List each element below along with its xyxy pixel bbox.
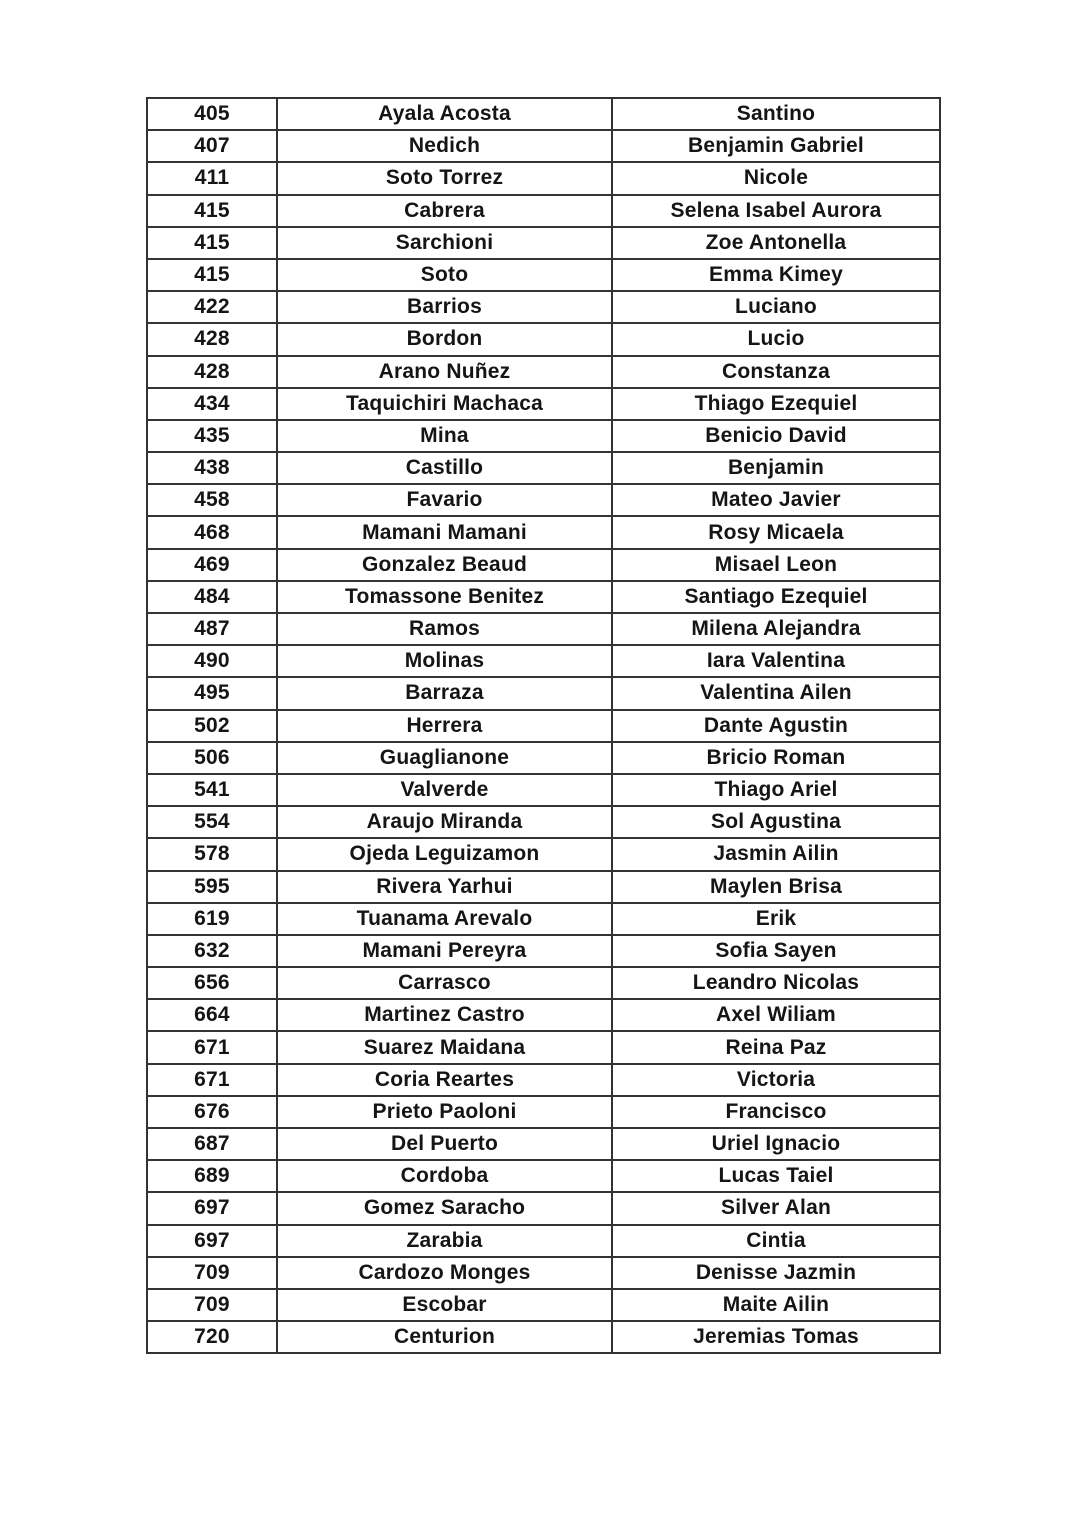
cell-last-name: Del Puerto — [277, 1128, 612, 1160]
cell-number: 697 — [147, 1192, 277, 1224]
cell-number: 595 — [147, 871, 277, 903]
name-list-table — [146, 97, 941, 1354]
cell-number: 664 — [147, 999, 277, 1031]
cell-last-name: Zarabia — [277, 1225, 612, 1257]
cell-number: 411 — [147, 162, 277, 194]
cell-last-name: Soto — [277, 259, 612, 291]
cell-number: 428 — [147, 356, 277, 388]
cell-first-name: Mateo Javier — [612, 484, 940, 516]
cell-last-name: Molinas — [277, 645, 612, 677]
cell-number: 422 — [147, 291, 277, 323]
cell-first-name: Emma Kimey — [612, 259, 940, 291]
cell-number: 490 — [147, 645, 277, 677]
cell-last-name: Guaglianone — [277, 742, 612, 774]
cell-number: 541 — [147, 774, 277, 806]
cell-number: 415 — [147, 259, 277, 291]
table-row — [147, 1289, 940, 1321]
cell-number: 495 — [147, 677, 277, 709]
cell-first-name: Santino — [612, 98, 940, 130]
cell-first-name: Jasmin Ailin — [612, 838, 940, 870]
table-row — [147, 999, 940, 1031]
cell-last-name: Araujo Miranda — [277, 806, 612, 838]
table-row — [147, 1096, 940, 1128]
cell-first-name: Maite Ailin — [612, 1289, 940, 1321]
table-row — [147, 677, 940, 709]
cell-last-name: Carrasco — [277, 967, 612, 999]
cell-number: 405 — [147, 98, 277, 130]
cell-last-name: Ayala Acosta — [277, 98, 612, 130]
cell-first-name: Leandro Nicolas — [612, 967, 940, 999]
cell-number: 469 — [147, 549, 277, 581]
table-row — [147, 1031, 940, 1063]
cell-number: 415 — [147, 227, 277, 259]
cell-number: 709 — [147, 1289, 277, 1321]
cell-first-name: Silver Alan — [612, 1192, 940, 1224]
cell-number: 415 — [147, 195, 277, 227]
cell-last-name: Sarchioni — [277, 227, 612, 259]
table-row — [147, 871, 940, 903]
table-row — [147, 1128, 940, 1160]
cell-number: 407 — [147, 130, 277, 162]
cell-last-name: Mina — [277, 420, 612, 452]
table-row — [147, 323, 940, 355]
cell-first-name: Francisco — [612, 1096, 940, 1128]
cell-first-name: Lucio — [612, 323, 940, 355]
cell-first-name: Santiago Ezequiel — [612, 581, 940, 613]
cell-first-name: Valentina Ailen — [612, 677, 940, 709]
cell-last-name: Mamani Pereyra — [277, 935, 612, 967]
cell-number: 434 — [147, 388, 277, 420]
cell-first-name: Misael Leon — [612, 549, 940, 581]
table-row — [147, 613, 940, 645]
table-row — [147, 774, 940, 806]
cell-first-name: Cintia — [612, 1225, 940, 1257]
cell-number: 671 — [147, 1031, 277, 1063]
cell-number: 484 — [147, 581, 277, 613]
table-row — [147, 1064, 940, 1096]
cell-first-name: Erik — [612, 903, 940, 935]
table-row — [147, 935, 940, 967]
cell-last-name: Arano Nuñez — [277, 356, 612, 388]
cell-number: 676 — [147, 1096, 277, 1128]
cell-last-name: Prieto Paoloni — [277, 1096, 612, 1128]
table-row — [147, 549, 940, 581]
table-row — [147, 130, 940, 162]
table-row — [147, 838, 940, 870]
table-row — [147, 388, 940, 420]
cell-number: 487 — [147, 613, 277, 645]
cell-first-name: Sol Agustina — [612, 806, 940, 838]
table-row — [147, 98, 940, 130]
cell-last-name: Coria Reartes — [277, 1064, 612, 1096]
cell-first-name: Victoria — [612, 1064, 940, 1096]
cell-first-name: Selena Isabel Aurora — [612, 195, 940, 227]
cell-last-name: Cordoba — [277, 1160, 612, 1192]
cell-number: 554 — [147, 806, 277, 838]
cell-last-name: Tuanama Arevalo — [277, 903, 612, 935]
table-row — [147, 162, 940, 194]
cell-number: 578 — [147, 838, 277, 870]
cell-first-name: Lucas Taiel — [612, 1160, 940, 1192]
cell-first-name: Uriel Ignacio — [612, 1128, 940, 1160]
table-row — [147, 420, 940, 452]
table-row — [147, 1160, 940, 1192]
table-row — [147, 291, 940, 323]
cell-last-name: Taquichiri Machaca — [277, 388, 612, 420]
cell-number: 438 — [147, 452, 277, 484]
cell-first-name: Luciano — [612, 291, 940, 323]
table-row — [147, 967, 940, 999]
cell-last-name: Bordon — [277, 323, 612, 355]
cell-first-name: Reina Paz — [612, 1031, 940, 1063]
cell-first-name: Benicio David — [612, 420, 940, 452]
cell-first-name: Benjamin — [612, 452, 940, 484]
cell-first-name: Sofia Sayen — [612, 935, 940, 967]
cell-first-name: Jeremias Tomas — [612, 1321, 940, 1353]
table-row — [147, 356, 940, 388]
cell-last-name: Suarez Maidana — [277, 1031, 612, 1063]
table-row — [147, 1225, 940, 1257]
cell-last-name: Ramos — [277, 613, 612, 645]
cell-number: 687 — [147, 1128, 277, 1160]
cell-first-name: Nicole — [612, 162, 940, 194]
cell-last-name: Gomez Saracho — [277, 1192, 612, 1224]
cell-number: 671 — [147, 1064, 277, 1096]
table-row — [147, 903, 940, 935]
table-row — [147, 710, 940, 742]
cell-first-name: Zoe Antonella — [612, 227, 940, 259]
cell-last-name: Escobar — [277, 1289, 612, 1321]
table-row — [147, 1321, 940, 1353]
cell-number: 656 — [147, 967, 277, 999]
cell-last-name: Herrera — [277, 710, 612, 742]
cell-first-name: Maylen Brisa — [612, 871, 940, 903]
table-row — [147, 227, 940, 259]
cell-first-name: Constanza — [612, 356, 940, 388]
cell-last-name: Barraza — [277, 677, 612, 709]
table-row — [147, 581, 940, 613]
cell-last-name: Nedich — [277, 130, 612, 162]
cell-last-name: Rivera Yarhui — [277, 871, 612, 903]
cell-last-name: Valverde — [277, 774, 612, 806]
cell-number: 697 — [147, 1225, 277, 1257]
cell-number: 468 — [147, 516, 277, 548]
name-list-body — [147, 98, 940, 1353]
table-row — [147, 259, 940, 291]
cell-first-name: Rosy Micaela — [612, 516, 940, 548]
cell-first-name: Thiago Ariel — [612, 774, 940, 806]
cell-number: 428 — [147, 323, 277, 355]
cell-first-name: Dante Agustin — [612, 710, 940, 742]
cell-number: 502 — [147, 710, 277, 742]
cell-last-name: Centurion — [277, 1321, 612, 1353]
cell-last-name: Cardozo Monges — [277, 1257, 612, 1289]
cell-number: 506 — [147, 742, 277, 774]
table-row — [147, 806, 940, 838]
cell-number: 689 — [147, 1160, 277, 1192]
table-row — [147, 195, 940, 227]
cell-first-name: Denisse Jazmin — [612, 1257, 940, 1289]
cell-last-name: Gonzalez Beaud — [277, 549, 612, 581]
table-row — [147, 742, 940, 774]
cell-last-name: Soto Torrez — [277, 162, 612, 194]
cell-first-name: Iara Valentina — [612, 645, 940, 677]
table-row — [147, 1192, 940, 1224]
cell-last-name: Mamani Mamani — [277, 516, 612, 548]
cell-last-name: Tomassone Benitez — [277, 581, 612, 613]
cell-first-name: Benjamin Gabriel — [612, 130, 940, 162]
table-row — [147, 1257, 940, 1289]
table-row — [147, 452, 940, 484]
cell-last-name: Barrios — [277, 291, 612, 323]
cell-last-name: Favario — [277, 484, 612, 516]
cell-number: 458 — [147, 484, 277, 516]
cell-last-name: Martinez Castro — [277, 999, 612, 1031]
cell-number: 720 — [147, 1321, 277, 1353]
cell-first-name: Thiago Ezequiel — [612, 388, 940, 420]
cell-first-name: Bricio Roman — [612, 742, 940, 774]
cell-number: 709 — [147, 1257, 277, 1289]
table-row — [147, 516, 940, 548]
cell-last-name: Castillo — [277, 452, 612, 484]
cell-number: 632 — [147, 935, 277, 967]
cell-number: 435 — [147, 420, 277, 452]
cell-last-name: Cabrera — [277, 195, 612, 227]
cell-first-name: Axel Wiliam — [612, 999, 940, 1031]
table-row — [147, 484, 940, 516]
cell-number: 619 — [147, 903, 277, 935]
table-row — [147, 645, 940, 677]
cell-first-name: Milena Alejandra — [612, 613, 940, 645]
cell-last-name: Ojeda Leguizamon — [277, 838, 612, 870]
